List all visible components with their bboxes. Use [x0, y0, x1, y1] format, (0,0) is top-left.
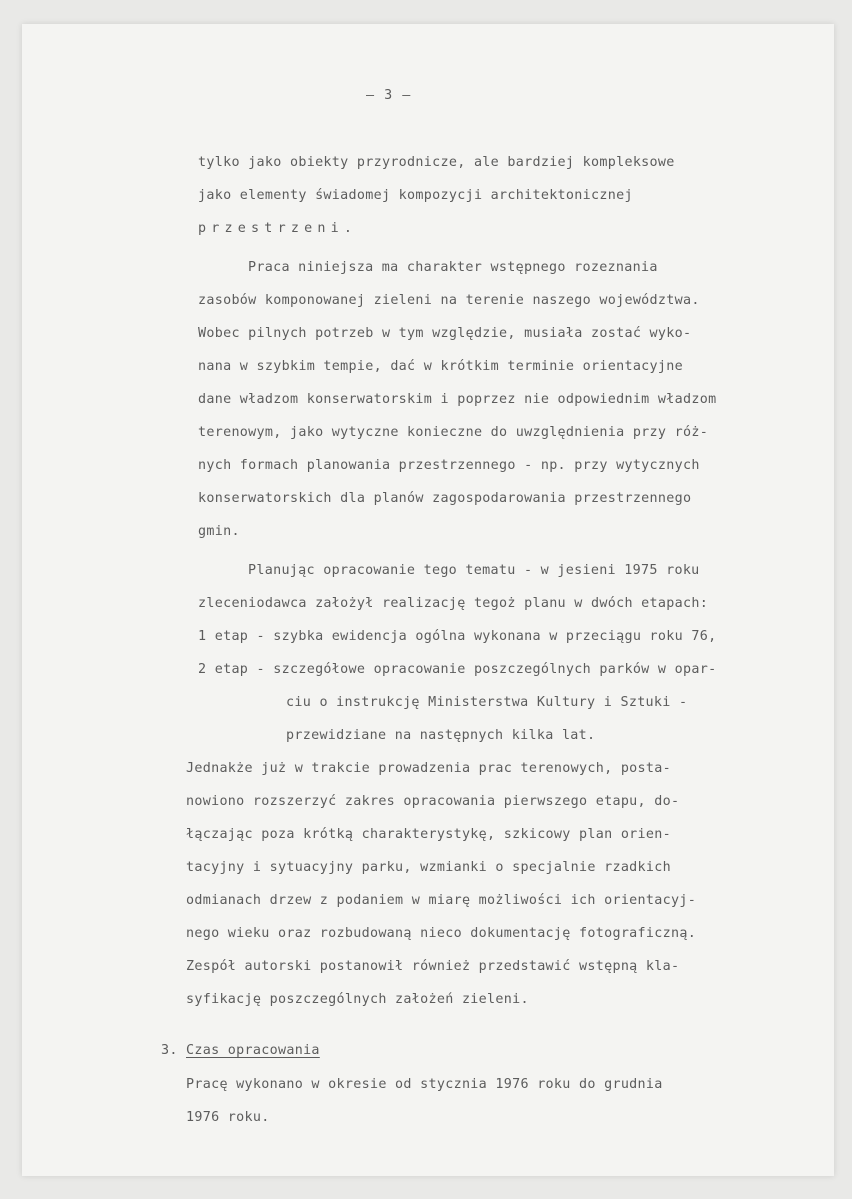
- text-line: Pracę wykonano w okresie od stycznia 1976 roku do grudnia: [186, 1077, 663, 1092]
- page-number: — 3 —: [366, 88, 412, 103]
- text-line: jako elementy świadomej kompozycji architektonicznej: [198, 188, 633, 203]
- text-line: odmianach drzew z podaniem w miarę możliwości ich orientacyj-: [186, 893, 697, 908]
- text-line: konserwatorskich dla planów zagospodarowania przestrzennego: [198, 491, 692, 506]
- text-line: tylko jako obiekty przyrodnicze, ale bardziej kompleksowe: [198, 155, 675, 170]
- text-line: ciu o instrukcję Ministerstwa Kultury i Sztuki -: [286, 695, 688, 710]
- text-line: 1976 roku.: [186, 1110, 270, 1125]
- text-line: Zespół autorski postanowił również przedstawić wstępną kla-: [186, 959, 680, 974]
- text-line: dane władzom konserwatorskim i poprzez nie odpowiednim władzom: [198, 392, 717, 407]
- text-line: syfikację poszczególnych założeń zieleni.: [186, 992, 529, 1007]
- section-number: 3.: [161, 1043, 178, 1058]
- text-line: łączając poza krótką charakterystykę, szkicowy plan orien-: [186, 827, 671, 842]
- text-line: Jednakże już w trakcie prowadzenia prac terenowych, posta-: [186, 761, 671, 776]
- text-line: nowiono rozszerzyć zakres opracowania pierwszego etapu, do-: [186, 794, 680, 809]
- text-line: nych formach planowania przestrzennego - np. przy wytycznych: [198, 458, 700, 473]
- text-line: Planując opracowanie tego tematu - w jesieni 1975 roku: [248, 563, 700, 578]
- stage-1-line: 1 etap - szybka ewidencja ogólna wykonana w przeciągu roku 76,: [198, 629, 717, 644]
- text-line: nana w szybkim tempie, dać w krótkim terminie orientacyjne: [198, 359, 683, 374]
- text-line: nego wieku oraz rozbudowaną nieco dokumentację fotograficzną.: [186, 926, 697, 941]
- text-line: przewidziane na następnych kilka lat.: [286, 728, 596, 743]
- text-line: terenowym, jako wytyczne konieczne do uwzględnienia przy róż-: [198, 425, 709, 440]
- text-line: przestrzeni.: [198, 221, 358, 236]
- section-title: Czas opracowania: [186, 1043, 320, 1058]
- text-line: zleceniodawca założył realizację tegoż planu w dwóch etapach:: [198, 596, 709, 611]
- text-line: Praca niniejsza ma charakter wstępnego rozeznania: [248, 260, 658, 275]
- text-line: Wobec pilnych potrzeb w tym względzie, musiała zostać wyko-: [198, 326, 692, 341]
- text-line: tacyjny i sytuacyjny parku, wzmianki o specjalnie rzadkich: [186, 860, 671, 875]
- text-line: zasobów komponowanej zieleni na terenie naszego województwa.: [198, 293, 700, 308]
- text-line: gmin.: [198, 524, 240, 539]
- stage-2-line: 2 etap - szczegółowe opracowanie poszczególnych parków w opar-: [198, 662, 717, 677]
